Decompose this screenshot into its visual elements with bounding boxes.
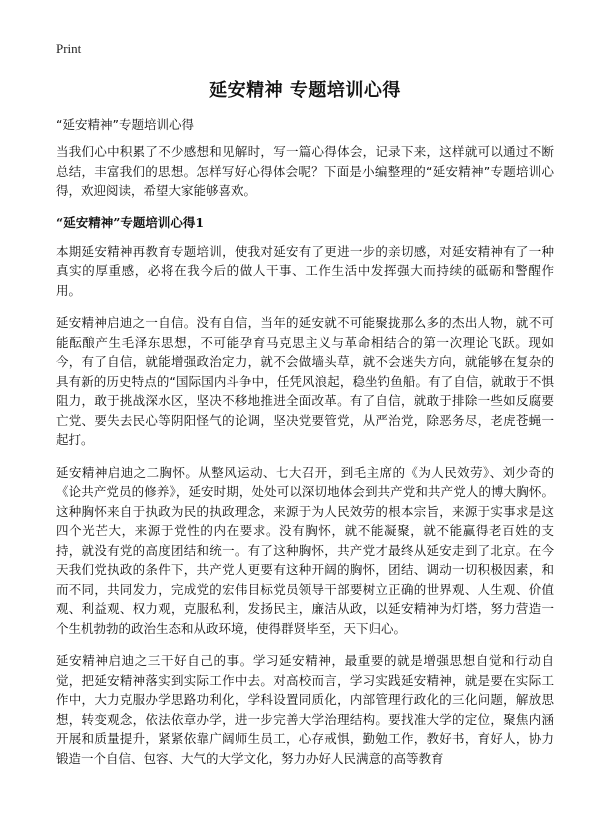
section-heading: “延安精神”专题培训心得1 (56, 214, 205, 230)
body-paragraph-2: 延安精神启迪之一自信。没有自信，当年的延安就不可能聚拢那么多的杰出人物，就不可能酝酿产生毛泽东思想，不可能孕育马克思主义与革命相结合的第一次理论飞跃。现如今，有了自信，就能增强政治定力，就不会做墙头草，就不会迷失方向，就能够在复杂的具有新的历史特点的“国际国内斗争中，任凭风浪起，稳坐钓鱼船。有了自信，就敢于不惧阻力，敢于挑战深水区，坚决不移地推进全面改革。有了自信，就敢于排除一些如反腐要亡党、要失去民心等阴阳怪气的论调，坚决党要管党，从严治党，除恶务尽，老虎苍蝇一起打。 (56, 315, 554, 447)
print-link[interactable]: Print (56, 41, 82, 56)
body-paragraph-4: 延安精神启迪之三干好自己的事。学习延安精神，最重要的就是增强思想自觉和行动自觉，把延安精神落实到实际工作中去。对高校而言，学习实践延安精神，就是要在实际工作中，大力克服办学思路功利化，学科设置同质化，内部管理行政化的三化问题，解放思想，转变观念，依法依章办学，进一步完善大学治理结构。要找准大学的定位，聚焦内涵开展和质量提升，紧紧依靠广阔师生员工，心存戒惧，勤勉工作，教好书，育好人，协力锻造一个自信、包容、大气的大学文化，努力办好人民满意的高等教育 (56, 653, 554, 766)
document-subtitle: “延安精神”专题培训心得 (56, 117, 194, 132)
document-title: 延安精神 专题培训心得 (209, 80, 401, 101)
body-paragraph-1: 本期延安精神再教育专题培训，使我对延安有了更进一步的亲切感，对延安精神有了一种真实的厚重感，必将在我今后的做人干事、工作生活中发挥强大而持续的砥砺和警醒作用。 (56, 243, 554, 298)
body-paragraph-3: 延安精神启迪之二胸怀。从整风运动、七大召开，到毛主席的《为人民效劳》、刘少奇的《论共产党员的修养》，延安时期，处处可以深切地体会到共产党和共产党人的博大胸怀。这种胸怀来自于执政为民的执政理念，来源于为人民效劳的根本宗旨，来源于实事求是这四个光芒大，来源于党性的内在要求。没有胸怀，就不能凝聚，就不能赢得老百姓的支持，就没有党的高度团结和统一。有了这种胸怀，共产党才最终从延安走到了北京。在今天我们党执政的条件下，共产党人更要有这种开阔的胸怀，团结、调动一切积极因素，和而不同，共同发力，完成党的宏伟目标党员领导干部要树立正确的世界观、人生观、价值观、利益观、权力观，克服私利，发扬民主，廉洁从政，以延安精神为灯塔，努力营造一个生机勃勃的政治生态和从政环境，使得群贤毕至，天下归心。 (56, 464, 554, 636)
intro-paragraph: 当我们心中积累了不少感想和见解时，写一篇心得体会，记录下来，这样就可以通过不断总结，丰富我们的思想。怎样写好心得体会呢？下面是小编整理的“延安精神”专题培训心得，欢迎阅读，希望大家能够喜欢。 (56, 144, 554, 198)
